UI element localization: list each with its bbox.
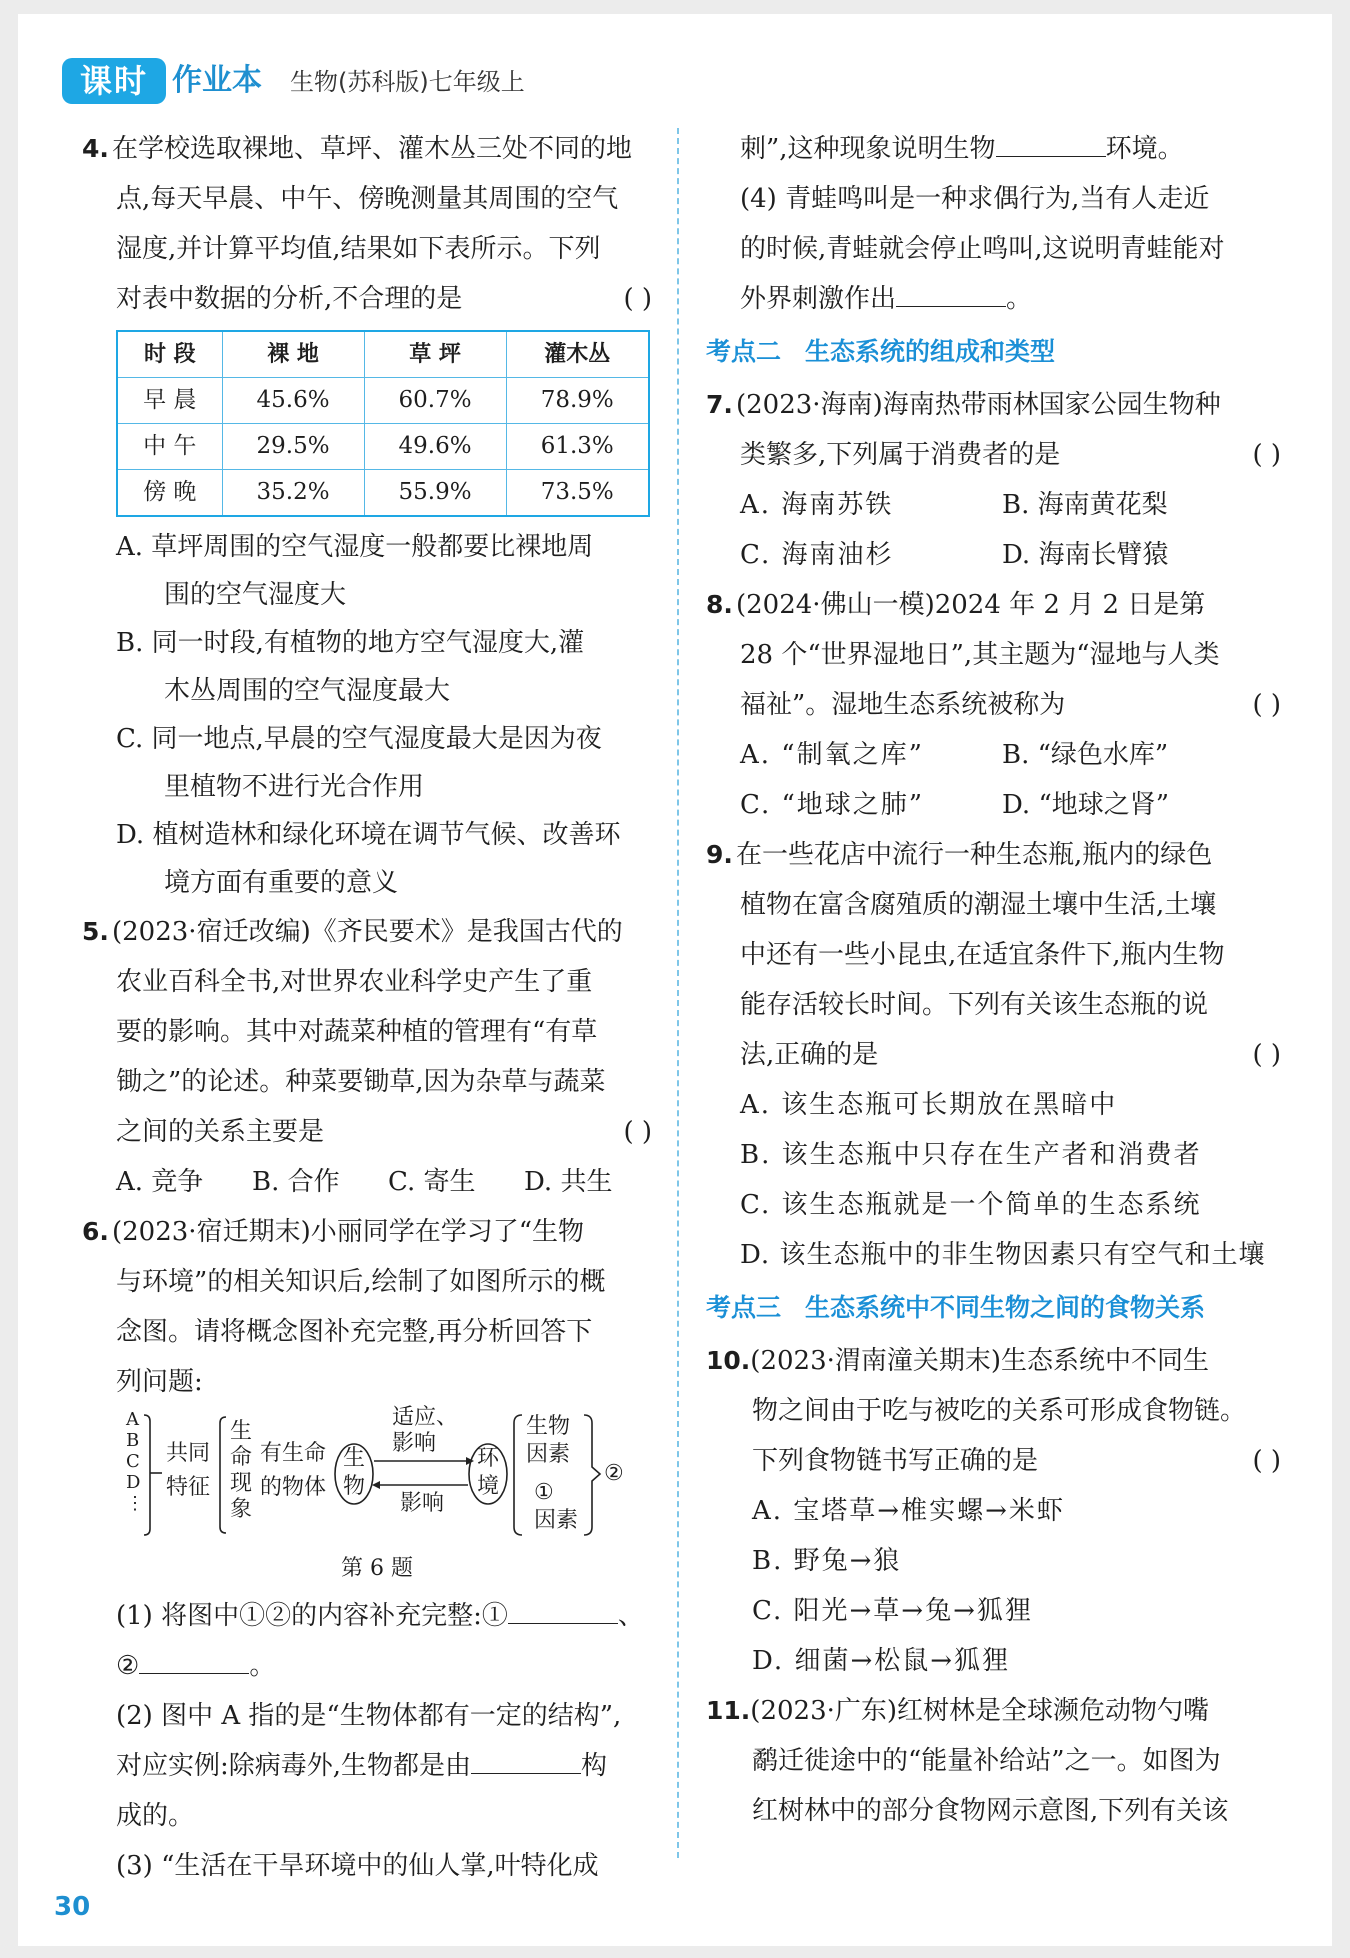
left-column <box>82 124 652 1891</box>
question-4-line-2: 点,每天早晨、中午、傍晚测量其周围的空气 <box>116 184 619 214</box>
answer-paren: ( ) <box>623 1117 652 1147</box>
section-heading-3: 考点三 生态系统中不同生物之间的食物关系 <box>706 1293 1206 1322</box>
question-4-line-3: 湿度,并计算平均值,结果如下表所示。下列 <box>116 234 601 264</box>
option-b: B. 野兔→狼 <box>752 1546 902 1576</box>
option-a-cont: 围的空气湿度大 <box>164 580 347 610</box>
option-c: C. 阳光→草→兔→狐狸 <box>752 1596 1033 1626</box>
question-4-line-1: 4. 在学校选取裸地、草坪、灌木丛三处不同的地 <box>82 134 633 164</box>
answer-blank[interactable] <box>996 130 1106 157</box>
table-cell: 早 晨 <box>117 378 222 424</box>
answer-blank[interactable] <box>471 1747 581 1774</box>
option-c-cont: 里植物不进行光合作用 <box>164 772 425 802</box>
table-row <box>117 470 649 517</box>
brand-logo: 课时 <box>62 58 166 104</box>
option-d: D. 细菌→松鼠→狐狸 <box>752 1646 1011 1676</box>
question-6-sub-2-end: 成的。 <box>116 1801 195 1831</box>
table-cell: 49.6% <box>364 424 506 470</box>
option-b: B. 同一时段,有植物的地方空气湿度大,灌 <box>116 628 585 658</box>
table-cell: 73.5% <box>506 470 649 517</box>
option-d-cont: 境方面有重要的意义 <box>164 868 399 898</box>
question-6-sub-4: (4) 青蛙鸣叫是一种求偶行为,当有人走近 <box>740 184 1210 214</box>
answer-blank[interactable] <box>896 280 1006 307</box>
question-8-options-row-1: A. “制氧之库” B. “绿色水库” <box>740 740 1169 770</box>
table-cell: 61.3% <box>506 424 649 470</box>
question-5-line-2: 农业百科全书,对世界农业科学史产生了重 <box>116 967 593 997</box>
table-header-cell: 时 段 <box>117 331 222 378</box>
answer-blank[interactable] <box>139 1647 249 1674</box>
question-4-line-4: 对表中数据的分析,不合理的是 ( ) <box>82 274 652 324</box>
question-9-line-5: 法,正确的是 ( ) <box>706 1030 1281 1080</box>
answer-paren: ( ) <box>1252 440 1281 470</box>
table-cell: 35.2% <box>222 470 364 517</box>
question-7-options-row-1: A. 海南苏铁 B. 海南黄花梨 <box>740 490 1168 520</box>
question-6-sub-4-cont: 的时候,青蛙就会停止鸣叫,这说明青蛙能对 <box>740 234 1225 264</box>
answer-paren: ( ) <box>1252 1446 1281 1476</box>
diagram-mark-2: ② <box>604 1461 624 1486</box>
option-c: C. 该生态瓶就是一个简单的生态系统 <box>740 1190 1202 1220</box>
question-7-options-row-2: C. 海南油杉 D. 海南长臂猿 <box>740 540 1169 570</box>
question-6-line-4: 列问题: <box>116 1367 203 1397</box>
diagram-living-things: 有生命 的物体 <box>260 1441 327 1500</box>
question-6-sub-1-cont: ② 。 <box>82 1641 652 1691</box>
question-8-line-2: 28 个“世界湿地日”,其主题为“湿地与人类 <box>740 640 1220 670</box>
brand-name: 作业本 <box>172 63 262 98</box>
question-6-sub-1: (1) 将图中①②的内容补充完整:① 、 <box>82 1591 652 1641</box>
question-5-line-5: 之间的关系主要是 ( ) <box>82 1107 652 1157</box>
option-d: D. 该生态瓶中的非生物因素只有空气和土壤 <box>740 1240 1266 1270</box>
question-9-line-3: 中还有一些小昆虫,在适宜条件下,瓶内生物 <box>740 940 1225 970</box>
question-6-sub-4-end: 外界刺激作出 。 <box>706 274 1281 324</box>
diagram-common-features: 共同 特征 <box>166 1441 211 1500</box>
question-5-line-4: 锄之”的论述。种菜要锄草,因为杂草与蔬菜 <box>116 1067 606 1097</box>
question-7-line-1: 7. (2023·海南)海南热带雨林国家公园生物种 <box>706 390 1221 420</box>
right-column <box>706 124 1281 1836</box>
table-header-cell: 草 坪 <box>364 331 506 378</box>
question-5-line-1: 5. (2023·宿迁改编)《齐民要术》是我国古代的 <box>82 917 623 947</box>
question-6-line-2: 与环境”的相关知识后,绘制了如图所示的概 <box>116 1267 606 1297</box>
question-10-line-1: 10.(2023·渭南潼关期末)生态系统中不同生 <box>706 1346 1210 1376</box>
diagram-biotic-factor: 生物 因素 <box>526 1414 571 1467</box>
question-7-line-2: 类繁多,下列属于消费者的是 ( ) <box>706 430 1281 480</box>
answer-paren: ( ) <box>1252 1040 1281 1070</box>
option-c: C. 同一地点,早晨的空气湿度最大是因为夜 <box>116 724 602 754</box>
question-6-line-1: 6. (2023·宿迁期末)小丽同学在学习了“生物 <box>82 1217 585 1247</box>
question-5-options: A. 竞争 B. 合作 C. 寄生 D. 共生 <box>116 1167 613 1197</box>
table-cell: 55.9% <box>364 470 506 517</box>
question-6-sub-3-cont: 刺”,这种现象说明生物 环境。 <box>706 124 1281 174</box>
question-8-line-3: 福祉”。湿地生态系统被称为 ( ) <box>706 680 1281 730</box>
table-header-cell: 裸 地 <box>222 331 364 378</box>
diagram-abcd-labels: A B C D ⋮ <box>126 1409 144 1514</box>
question-11-line-3: 红树林中的部分食物网示意图,下列有关该 <box>752 1796 1229 1826</box>
question-8-line-1: 8. (2024·佛山一模)2024 年 2 月 2 日是第 <box>706 590 1206 620</box>
question-9-line-1: 9. 在一些花店中流行一种生态瓶,瓶内的绿色 <box>706 840 1213 870</box>
question-9-line-4: 能存活较长时间。下列有关该生态瓶的说 <box>740 990 1209 1020</box>
option-b: B. 该生态瓶中只存在生产者和消费者 <box>740 1140 1202 1170</box>
page-number: 30 <box>54 1892 91 1922</box>
question-8-options-row-2: C. “地球之肺” D. “地球之肾” <box>740 790 1170 820</box>
question-11-line-1: 11.(2023·广东)红树林是全球濒危动物勺嘴 <box>706 1696 1210 1726</box>
question-5-line-3: 要的影响。其中对蔬菜种植的管理有“有草 <box>116 1017 598 1047</box>
question-6-sub-2-cont: 对应实例:除病毒外,生物都是由 构 <box>82 1741 652 1791</box>
question-9-line-2: 植物在富含腐殖质的潮湿土壤中生活,土壤 <box>740 890 1217 920</box>
question-6-sub-2: (2) 图中 A 指的是“生物体都有一定的结构”, <box>116 1701 622 1731</box>
option-a: A. 草坪周围的空气湿度一般都要比裸地周 <box>116 532 594 562</box>
option-b-cont: 木丛周围的空气湿度最大 <box>164 676 451 706</box>
option-a: A. 宝塔草→椎实螺→米虾 <box>752 1496 1065 1526</box>
answer-blank[interactable] <box>508 1597 618 1624</box>
question-6-sub-3: (3) “生活在干旱环境中的仙人掌,叶特化成 <box>116 1851 599 1881</box>
book-subtitle: 生物(苏科版)七年级上 <box>290 68 525 96</box>
column-divider <box>677 128 679 1858</box>
table-cell: 60.7% <box>364 378 506 424</box>
table-cell: 傍 晚 <box>117 470 222 517</box>
table-cell: 中 午 <box>117 424 222 470</box>
section-heading-2: 考点二 生态系统的组成和类型 <box>706 337 1056 366</box>
answer-paren: ( ) <box>1252 690 1281 720</box>
table-header-cell: 灌木丛 <box>506 331 649 378</box>
option-a: A. 该生态瓶可长期放在黑暗中 <box>740 1090 1118 1120</box>
diagram-adapt-affect: 适应、 影响 <box>392 1405 459 1456</box>
question-10-line-3: 下列食物链书写正确的是 ( ) <box>706 1436 1281 1486</box>
figure-caption: 第 6 题 <box>341 1556 413 1581</box>
concept-diagram <box>116 1407 652 1547</box>
table-row <box>117 424 649 470</box>
question-10-line-2: 物之间由于吃与被吃的关系可形成食物链。 <box>752 1396 1247 1426</box>
diagram-life-phenomena: 生 命 现 象 <box>230 1419 253 1522</box>
table-header-row <box>117 331 649 378</box>
diagram-organism: 生 物 <box>343 1446 366 1499</box>
question-6-line-3: 念图。请将概念图补充完整,再分析回答下 <box>116 1317 593 1347</box>
answer-paren: ( ) <box>623 284 652 314</box>
humidity-table <box>116 330 650 517</box>
table-cell: 29.5% <box>222 424 364 470</box>
diagram-affect: 影响 <box>400 1491 445 1516</box>
table-cell: 78.9% <box>506 378 649 424</box>
table-row <box>117 378 649 424</box>
diagram-environment: 环 境 <box>477 1446 500 1499</box>
option-d: D. 植树造林和绿化环境在调节气候、改善环 <box>116 820 621 850</box>
diagram-factor-1: ① 因素 <box>534 1480 579 1533</box>
question-11-line-2: 鹬迁徙途中的“能量补给站”之一。如图为 <box>752 1746 1221 1776</box>
table-cell: 45.6% <box>222 378 364 424</box>
